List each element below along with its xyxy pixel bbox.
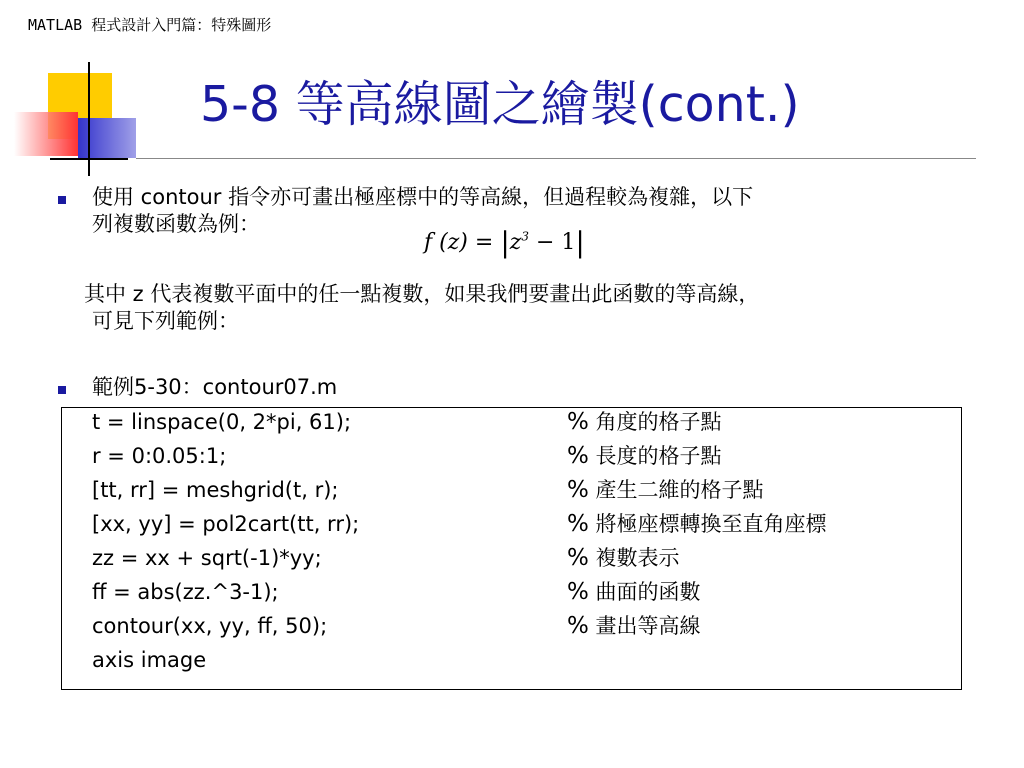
comment-text: 曲面的函數 [595, 580, 701, 604]
comment-percent: % [567, 511, 589, 537]
code-line: [xx, yy] = pol2cart(tt, rr); [92, 512, 360, 536]
decor-red-bar [14, 112, 78, 156]
comment-text: 複數表示 [595, 546, 680, 570]
slide-header: MATLAB 程式設計入門篇：特殊圖形 [28, 16, 272, 34]
comment-percent: % [567, 409, 589, 435]
code-comment [567, 510, 827, 538]
formula-rest: − 1 [528, 230, 576, 255]
comment-percent: % [567, 579, 589, 605]
formula-base: z [509, 230, 522, 255]
code-line: contour(xx, yy, ff, 50); [92, 614, 328, 638]
formula-lhs: f (z) = [424, 230, 501, 255]
code-comment [567, 408, 722, 436]
bullet-text-line2: 列複數函數為例： [92, 212, 260, 236]
comment-text: 長度的格子點 [595, 444, 722, 468]
paragraph-line2: 可見下列範例： [92, 309, 239, 333]
comment-percent: % [567, 477, 589, 503]
formula: f $(z) = |z^3 - 1|$ [424, 226, 585, 259]
decor-blue-square [78, 118, 136, 158]
example-label: 範例5-30：contour07.m [92, 375, 338, 399]
code-comment [567, 578, 701, 606]
code-line: ff = abs(zz.^3-1); [92, 580, 279, 604]
comment-percent: % [567, 545, 589, 571]
code-comment [567, 544, 680, 572]
title-divider [136, 158, 976, 159]
comment-text: 畫出等高線 [595, 614, 701, 638]
code-line: t = linspace(0, 2*pi, 61); [92, 410, 352, 434]
formula-exponent: 3 [521, 229, 529, 244]
bullet-marker [58, 196, 66, 204]
code-line: [tt, rr] = meshgrid(t, r); [92, 478, 339, 502]
code-line: r = 0:0.05:1; [92, 444, 227, 468]
paragraph-line1: 其中 z 代表複數平面中的任一點複數，如果我們要畫出此函數的等高線， [84, 282, 760, 306]
code-comment [567, 612, 701, 640]
code-line: zz = xx + sqrt(-1)*yy; [92, 546, 322, 570]
code-comment [567, 476, 764, 504]
bullet-marker [58, 386, 66, 394]
code-box [61, 407, 962, 690]
comment-text: 角度的格子點 [595, 410, 722, 434]
comment-percent: % [567, 613, 589, 639]
decor-horizontal-line [50, 158, 128, 160]
code-line: axis image [92, 648, 207, 672]
slide-title: 5-8 等高線圖之繪製(cont.) [200, 76, 800, 133]
comment-text: 產生二維的格子點 [595, 478, 764, 502]
code-comment [567, 442, 722, 470]
comment-text: 將極座標轉換至直角座標 [595, 512, 827, 536]
comment-percent: % [567, 443, 589, 469]
bullet-text-line1: 使用 contour 指令亦可畫出極座標中的等高線，但過程較為複雜，以下 [92, 185, 754, 209]
